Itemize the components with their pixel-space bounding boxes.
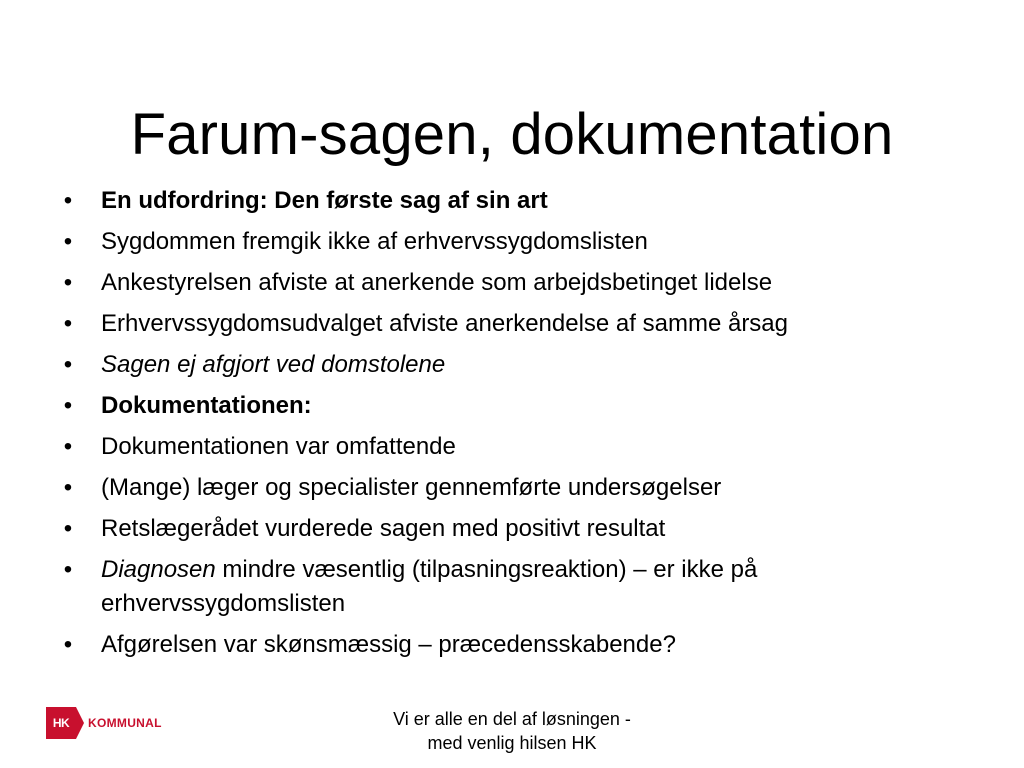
bullet-item [58,471,958,505]
bullet-item [58,184,958,218]
bullet-item [58,430,958,464]
bullet-text: Sygdommen fremgik ikke af erhvervssygdomslisten [101,228,648,255]
bullet-text: En udfordring: Den første sag af sin art [101,187,548,214]
bullet-text: Retslægerådet vurderede sagen med positivt resultat [101,515,666,542]
bullet-marker: • [63,187,73,214]
bullet-marker: • [63,269,73,296]
hk-logo-icon: HK [46,707,76,739]
bullet-text: Dokumentationen var omfattende [101,433,456,460]
bullet-marker: • [63,310,73,337]
bullet-item [58,266,958,300]
bullet-item [58,225,958,259]
bullet-item [58,512,958,546]
hk-kommunal-logo [46,707,162,739]
footer-note-line: Vi er alle en del af løsningen - [393,709,631,729]
bullet-item [58,553,958,621]
bullet-text-emphasis: Diagnosen [101,556,216,583]
bullet-marker: • [63,474,73,501]
bullet-item [58,389,958,423]
footer-note [362,707,662,755]
bullet-text: Ankestyrelsen afviste at anerkende som arbejdsbetinget lidelse [101,269,773,296]
bullet-marker: • [63,515,73,542]
bullet-marker: • [63,228,73,255]
bullet-text: Sagen ej afgjort ved domstolene [101,351,446,378]
slide-title: Farum-sagen, dokumentation [130,101,894,167]
bullet-text: (Mange) læger og specialister gennemførte undersøgelser [101,474,722,501]
bullet-list [58,184,958,669]
bullet-marker: • [63,631,73,658]
bullet-text: Afgørelsen var skønsmæssig – præcedensskabende? [101,631,676,658]
bullet-marker: • [63,556,73,583]
bullet-item [58,348,958,382]
logo-wordmark: KOMMUNAL [88,716,162,730]
bullet-marker: • [63,351,73,378]
bullet-text: Dokumentationen: [101,392,312,419]
bullet-item [58,628,958,662]
bullet-item [58,307,958,341]
bullet-marker: • [63,392,73,419]
footer-note-line: med venlig hilsen HK [427,733,597,753]
bullet-text-rest: mindre væsentlig (tilpasningsreaktion) – er ikke på erhvervssygdomslisten [101,556,758,617]
bullet-text [101,556,757,617]
bullet-text: Erhvervssygdomsudvalget afviste anerkendelse af samme årsag [101,310,788,337]
bullet-marker: • [63,433,73,460]
